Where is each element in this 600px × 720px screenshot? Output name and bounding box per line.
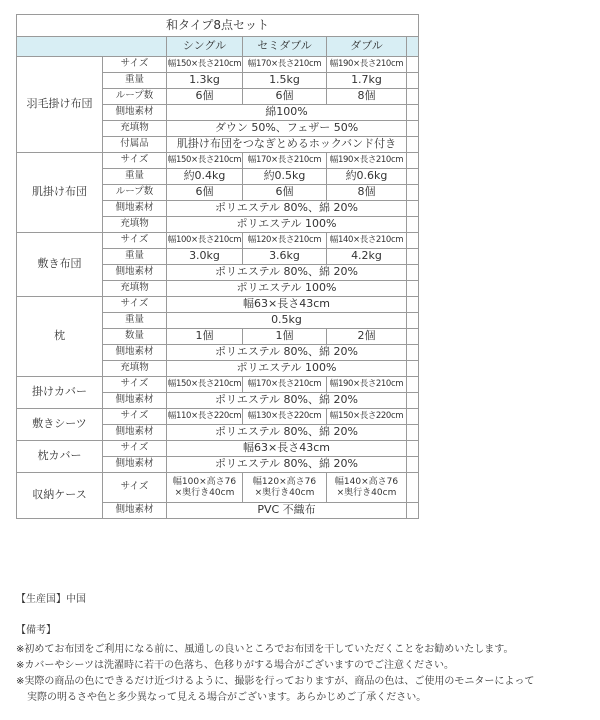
filler-cell (407, 137, 419, 153)
notes (16, 590, 586, 706)
filler-cell (407, 361, 419, 377)
table-row (17, 409, 419, 425)
attribute-label: 充填物 (103, 361, 167, 377)
note-line: 実際の明るさや色と多少異なって見える場合がございます。あらかじめご了承ください。 (27, 692, 427, 703)
cell-value: 3.6kg (243, 249, 327, 265)
filler-cell (407, 73, 419, 89)
cell-value: 0.5kg (167, 313, 407, 329)
filler-cell (407, 281, 419, 297)
cell-value: 幅120×長さ210cm (243, 233, 327, 249)
cell-value: 幅170×長さ210cm (243, 153, 327, 169)
cell-value: PVC 不織布 (167, 503, 407, 519)
cell-value: 幅150×長さ210cm (167, 153, 243, 169)
filler-cell (407, 57, 419, 73)
cell-value: 1.3kg (167, 73, 243, 89)
cell-value: 幅140×長さ210cm (327, 233, 407, 249)
attribute-label: サイズ (103, 441, 167, 457)
table-row (17, 57, 419, 73)
filler-cell (407, 169, 419, 185)
section-name: 敷き布団 (17, 233, 103, 297)
note-line: ※初めてお布団をご利用になる前に、風通しの良いところでお布団を干していただくことをお勧めいたします。 (16, 644, 514, 655)
attribute-label: 側地素材 (103, 345, 167, 361)
filler-cell (407, 249, 419, 265)
attribute-label: 充填物 (103, 217, 167, 233)
cell-value: ポリエステル 80%、綿 20% (167, 393, 407, 409)
filler-cell (407, 185, 419, 201)
section-name: 掛けカバー (17, 377, 103, 409)
remarks-heading: 【備考】 (16, 625, 56, 636)
cell-value-line: ×奥行き40cm (254, 487, 315, 498)
cell-value: 約0.5kg (243, 169, 327, 185)
filler-cell (407, 153, 419, 169)
cell-value-line: 幅120×高さ76 (252, 476, 317, 487)
cell-value: 6個 (167, 89, 243, 105)
attribute-label: 重量 (103, 313, 167, 329)
cell-value: 幅190×長さ210cm (327, 57, 407, 73)
cell-value: ポリエステル 80%、綿 20% (167, 201, 407, 217)
cell-value: 1.7kg (327, 73, 407, 89)
attribute-label: 数量 (103, 329, 167, 345)
header-filler (407, 37, 419, 57)
cell-value: 幅100×長さ210cm (167, 233, 243, 249)
header-blank (17, 37, 167, 57)
header-double: ダブル (327, 37, 407, 57)
filler-cell (407, 89, 419, 105)
attribute-label: 側地素材 (103, 425, 167, 441)
cell-value: 綿100% (167, 105, 407, 121)
cell-value: 幅130×長さ220cm (243, 409, 327, 425)
attribute-label: サイズ (103, 473, 167, 503)
cell-value-line: 幅100×高さ76 (172, 476, 237, 487)
attribute-label: サイズ (103, 409, 167, 425)
attribute-label: 側地素材 (103, 201, 167, 217)
attribute-label: サイズ (103, 233, 167, 249)
cell-value: 4.2kg (327, 249, 407, 265)
attribute-label: 付属品 (103, 137, 167, 153)
cell-value (327, 473, 407, 503)
filler-cell (407, 345, 419, 361)
cell-value: 幅150×長さ210cm (167, 57, 243, 73)
section-name: 敷きシーツ (17, 409, 103, 441)
attribute-label: 側地素材 (103, 393, 167, 409)
filler-cell (407, 425, 419, 441)
table-row (17, 441, 419, 457)
cell-value-line: ×奥行き40cm (336, 487, 397, 498)
filler-cell (407, 329, 419, 345)
filler-cell (407, 409, 419, 425)
cell-value: ポリエステル 100% (167, 361, 407, 377)
origin-line (16, 590, 586, 605)
attribute-label: 重量 (103, 73, 167, 89)
filler-cell (407, 393, 419, 409)
attribute-label: サイズ (103, 377, 167, 393)
cell-value: 1個 (167, 329, 243, 345)
cell-value: 幅150×長さ210cm (167, 377, 243, 393)
cell-value: 幅190×長さ210cm (327, 377, 407, 393)
cell-value: 幅63×長さ43cm (167, 297, 407, 313)
cell-value: 2個 (327, 329, 407, 345)
cell-value: 約0.4kg (167, 169, 243, 185)
filler-cell (407, 105, 419, 121)
cell-value: ポリエステル 80%、綿 20% (167, 457, 407, 473)
cell-value (167, 473, 243, 503)
cell-value: 6個 (243, 185, 327, 201)
cell-value: 8個 (327, 185, 407, 201)
attribute-label: サイズ (103, 153, 167, 169)
filler-cell (407, 441, 419, 457)
cell-value (243, 473, 327, 503)
section-name: 枕カバー (17, 441, 103, 473)
attribute-label: 重量 (103, 249, 167, 265)
attribute-label: 側地素材 (103, 457, 167, 473)
filler-cell (407, 201, 419, 217)
cell-value: 3.0kg (167, 249, 243, 265)
cell-value: 肌掛け布団をつなぎとめるホックバンド付き (167, 137, 407, 153)
table-row (17, 297, 419, 313)
cell-value: ポリエステル 80%、綿 20% (167, 265, 407, 281)
filler-cell (407, 297, 419, 313)
filler-cell (407, 313, 419, 329)
attribute-label: ループ数 (103, 89, 167, 105)
table-row (17, 473, 419, 503)
section-name: 枕 (17, 297, 103, 377)
section-name: 収納ケース (17, 473, 103, 519)
filler-cell (407, 377, 419, 393)
filler-cell (407, 473, 419, 503)
cell-value: 6個 (243, 89, 327, 105)
cell-value: 幅150×長さ220cm (327, 409, 407, 425)
filler-cell (407, 503, 419, 519)
section-name: 羽毛掛け布団 (17, 57, 103, 153)
filler-cell (407, 121, 419, 137)
cell-value: 幅170×長さ210cm (243, 57, 327, 73)
filler-cell (407, 265, 419, 281)
origin-label: 【生産国】 (16, 594, 66, 605)
attribute-label: 充填物 (103, 121, 167, 137)
attribute-label: 重量 (103, 169, 167, 185)
filler-cell (407, 217, 419, 233)
attribute-label: サイズ (103, 57, 167, 73)
table-row (17, 153, 419, 169)
cell-value: 幅170×長さ210cm (243, 377, 327, 393)
header-single: シングル (167, 37, 243, 57)
note-line: ※カバーやシーツは洗濯時に若干の色落ち、色移りがする場合がございますのでご注意ください。 (16, 660, 454, 671)
attribute-label: 側地素材 (103, 503, 167, 519)
attribute-label: 充填物 (103, 281, 167, 297)
cell-value: 幅63×長さ43cm (167, 441, 407, 457)
cell-value-line: ×奥行き40cm (174, 487, 235, 498)
attribute-label: 側地素材 (103, 265, 167, 281)
section-name: 肌掛け布団 (17, 153, 103, 233)
attribute-label: ループ数 (103, 185, 167, 201)
filler-cell (407, 233, 419, 249)
cell-value: 幅110×長さ220cm (167, 409, 243, 425)
cell-value: ポリエステル 100% (167, 217, 407, 233)
cell-value: 1個 (243, 329, 327, 345)
cell-value: 8個 (327, 89, 407, 105)
cell-value: ダウン 50%、フェザー 50% (167, 121, 407, 137)
origin-value: 中国 (66, 594, 86, 605)
cell-value: 幅190×長さ210cm (327, 153, 407, 169)
cell-value: 1.5kg (243, 73, 327, 89)
cell-value: ポリエステル 80%、綿 20% (167, 425, 407, 441)
table-row (17, 233, 419, 249)
attribute-label: サイズ (103, 297, 167, 313)
filler-cell (407, 457, 419, 473)
table-title: 和タイプ8点セット (17, 15, 419, 37)
header-semi-double: セミダブル (243, 37, 327, 57)
cell-value: 約0.6kg (327, 169, 407, 185)
cell-value: ポリエステル 80%、綿 20% (167, 345, 407, 361)
cell-value: ポリエステル 100% (167, 281, 407, 297)
table-row (17, 377, 419, 393)
attribute-label: 側地素材 (103, 105, 167, 121)
spec-table (16, 14, 419, 519)
cell-value: 6個 (167, 185, 243, 201)
note-line: ※実際の商品の色にできるだけ近づけるように、撮影を行っておりますが、商品の色は、ご使用のモニターによって (16, 676, 535, 687)
cell-value-line: 幅140×高さ76 (334, 476, 399, 487)
